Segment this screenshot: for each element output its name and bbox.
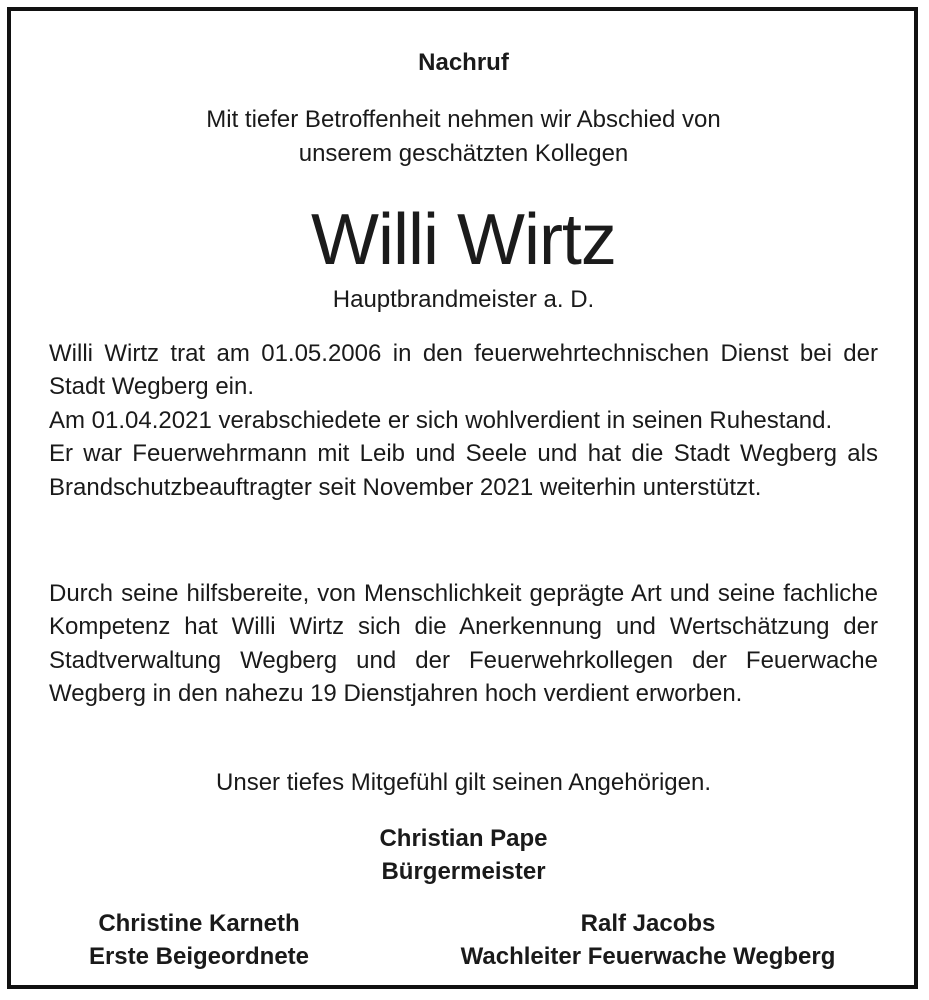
signatory-main-title: Bürgermeister [381,858,546,885]
signatory-right-name: Ralf Jacobs [580,910,716,937]
tribute-paragraph [49,577,878,711]
deceased-name: Willi Wirtz [311,200,616,280]
deceased-rank: Hauptbrandmeister a. D. [332,286,595,313]
signatory-main [49,822,878,888]
signatory-right-title: Wachleiter Feuerwache Wegberg [460,943,836,970]
condolence-text: Unser tiefes Mitgefühl gilt seinen Angehörigen. [216,769,711,796]
notice-heading: Nachruf [418,49,509,76]
career-paragraph [49,337,878,504]
signatory-right [418,907,878,973]
tribute-text: Durch seine hilfsbereite, von Menschlichkeit geprägte Art und seine fachliche Kompetenz hat Willi Wirtz sich die Anerkennung und Wertschätzung der Stadtverwaltung Wegberg und der Feuerwehrkollegen der Feuerwache Wegberg in den nahezu 19 Dienstjahren hoch verdient erworben. [49,580,878,708]
intro-text [49,103,878,171]
signatory-left-title: Erste Beigeordnete [88,943,310,970]
obituary-frame [7,7,918,989]
career-sentence-3: Er war Feuerwehrmann mit Leib und Seele und hat die Stadt Wegberg als Brandschutzbeauftragter seit November 2021 weiterhin unterstützt. [49,440,878,501]
career-sentence-1: Willi Wirtz trat am 01.05.2006 in den feuerwehrtechnischen Dienst bei der Stadt Wegberg ein. [49,340,878,401]
intro-line-1: Mit tiefer Betroffenheit nehmen wir Abschied von [206,106,721,133]
signatory-left-name: Christine Karneth [98,910,300,937]
career-sentence-2: Am 01.04.2021 verabschiedete er sich wohlverdient in seinen Ruhestand. [49,406,833,434]
signatory-left [49,907,349,973]
intro-line-2: unserem geschätzten Kollegen [298,140,629,167]
signatory-main-name: Christian Pape [379,825,548,852]
